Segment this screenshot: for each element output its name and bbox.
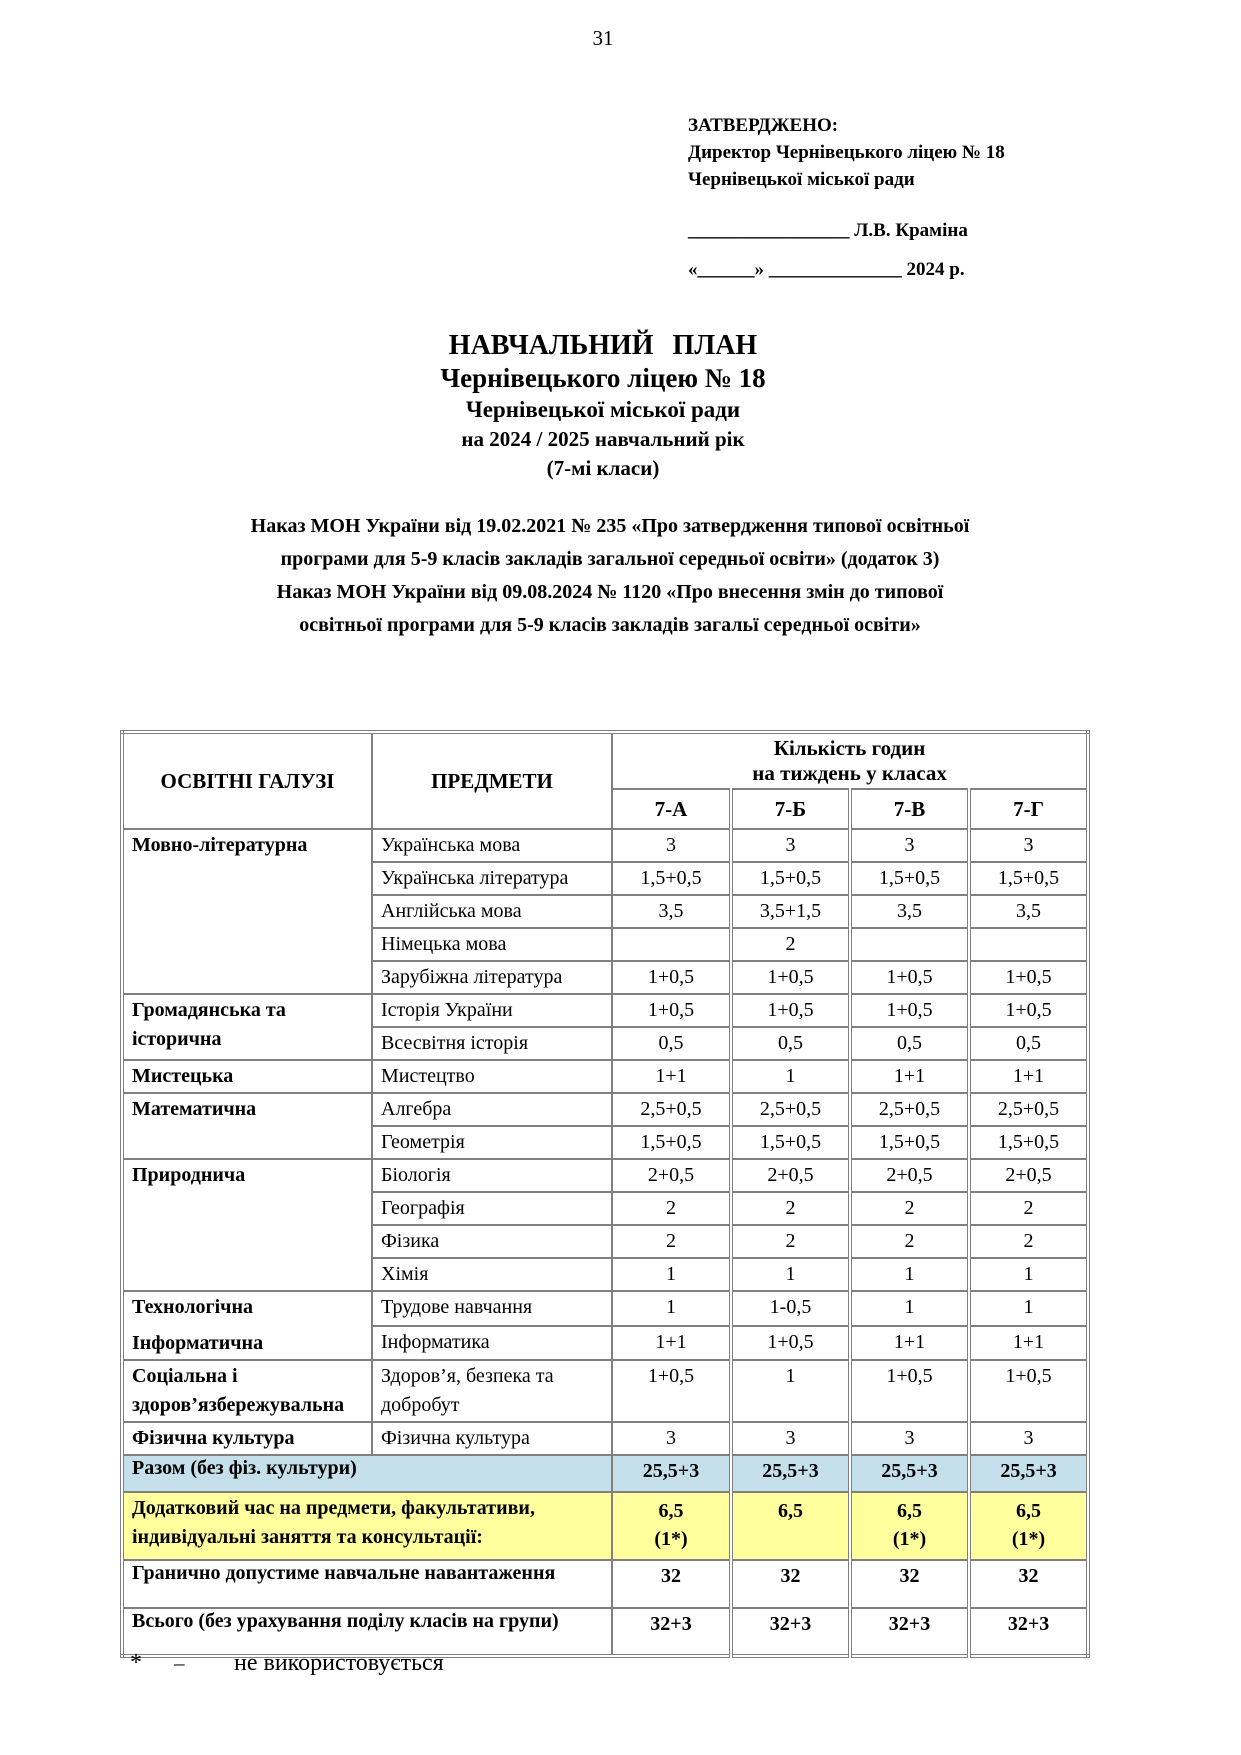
hours-cell: 1+0,5 xyxy=(612,1360,731,1422)
hours-cell: 0,5 xyxy=(731,1027,850,1060)
order-line: освітньої програми для 5-9 класів закладів загальї середньої освіти» xyxy=(299,614,921,636)
max-load-cell: 32 xyxy=(612,1560,731,1608)
hours-header-line1: Кількість годин xyxy=(773,736,926,760)
director-line: Директор Чернівецького ліцею № 18 xyxy=(688,142,1005,163)
class-header-7g: 7-Г xyxy=(969,789,1088,829)
hours-cell: 1+0,5 xyxy=(850,961,969,994)
hours-cell: 1+0,5 xyxy=(731,994,850,1027)
overall-row xyxy=(122,1608,1088,1656)
hours-cell: 1+0,5 xyxy=(612,961,731,994)
hours-cell: 3,5 xyxy=(612,895,731,928)
hours-cell xyxy=(969,928,1088,961)
area-cell: Соціальна і здоров’язбережувальна xyxy=(122,1360,372,1422)
area-cell: Фізична культура xyxy=(122,1422,372,1455)
title-council: Чернівецької міської ради xyxy=(465,397,741,422)
subject-cell: Інформатика xyxy=(372,1326,612,1361)
date-line: «______» ______________ 2024 р. xyxy=(688,259,965,280)
hours-cell: 3 xyxy=(850,1422,969,1455)
table-row xyxy=(122,1422,1088,1455)
area-cell: Природнича xyxy=(122,1159,372,1291)
subject-cell: Німецька мова xyxy=(372,928,612,961)
subject-cell: Біологія xyxy=(372,1159,612,1192)
overall-cell: 32+3 xyxy=(731,1608,850,1656)
hours-cell: 1 xyxy=(731,1360,850,1422)
footnote-asterisk: * xyxy=(130,1650,142,1676)
approval-block xyxy=(688,112,1208,283)
max-load-row xyxy=(122,1560,1088,1608)
class-header-7v: 7-В xyxy=(850,789,969,829)
additional-cell xyxy=(850,1492,969,1560)
max-load-label: Гранично допустиме навчальне навантаження xyxy=(122,1560,612,1608)
hours-cell: 1+0,5 xyxy=(612,994,731,1027)
hours-cell: 3 xyxy=(850,829,969,862)
subject-cell: Трудове навчання xyxy=(372,1291,612,1326)
additional-note: (1*) xyxy=(1011,1528,1046,1550)
hours-cell: 1,5+0,5 xyxy=(612,1126,731,1159)
hours-cell: 1+1 xyxy=(612,1326,731,1361)
area-label-tech: Технологічна xyxy=(132,1296,253,1318)
total-row xyxy=(122,1455,1088,1492)
hours-cell: 2,5+0,5 xyxy=(731,1093,850,1126)
order-line: програми для 5-9 класів закладів загальної середньої освіти» (додаток 3) xyxy=(280,548,940,570)
footnote-dash: – xyxy=(174,1651,185,1675)
area-cell: Мовно-літературна xyxy=(122,829,372,994)
hours-cell: 1,5+0,5 xyxy=(850,862,969,895)
hours-cell: 3 xyxy=(969,1422,1088,1455)
subject-cell: Фізика xyxy=(372,1225,612,1258)
hours-cell: 1+0,5 xyxy=(969,994,1088,1027)
hours-cell: 1 xyxy=(612,1291,731,1326)
hours-cell: 3 xyxy=(969,829,1088,862)
area-cell: Математична xyxy=(122,1093,372,1159)
hours-cell: 1,5+0,5 xyxy=(969,862,1088,895)
hours-cell: 1,5+0,5 xyxy=(969,1126,1088,1159)
total-cell: 25,5+3 xyxy=(850,1455,969,1492)
subject-cell: Географія xyxy=(372,1192,612,1225)
footnote-text: не використовується xyxy=(234,1650,444,1676)
hours-cell: 2 xyxy=(731,1192,850,1225)
hours-cell: 3 xyxy=(612,1422,731,1455)
hours-cell: 1 xyxy=(731,1060,850,1093)
table-row xyxy=(122,1060,1088,1093)
table-row xyxy=(122,1291,1088,1326)
max-load-cell: 32 xyxy=(731,1560,850,1608)
hours-cell: 2 xyxy=(850,1192,969,1225)
hours-cell: 2+0,5 xyxy=(612,1159,731,1192)
total-cell: 25,5+3 xyxy=(731,1455,850,1492)
hours-cell: 1+0,5 xyxy=(850,1360,969,1422)
hours-cell: 2 xyxy=(612,1225,731,1258)
max-load-cell: 32 xyxy=(850,1560,969,1608)
overall-cell: 32+3 xyxy=(612,1608,731,1656)
area-cell: Громадянська та історична xyxy=(122,994,372,1060)
subject-cell: Здоров’я, безпека та добробут xyxy=(372,1360,612,1422)
table-row xyxy=(122,1093,1088,1126)
subject-cell: Мистецтво xyxy=(372,1060,612,1093)
additional-hours: 6,5 xyxy=(897,1500,922,1522)
orders-paragraph xyxy=(140,510,1080,642)
subject-cell: Англійська мова xyxy=(372,895,612,928)
hours-cell: 1+1 xyxy=(612,1060,731,1093)
hours-cell: 2 xyxy=(731,1225,850,1258)
hours-cell: 1,5+0,5 xyxy=(612,862,731,895)
hours-cell: 3 xyxy=(731,829,850,862)
subject-cell: Зарубіжна література xyxy=(372,961,612,994)
hours-cell: 1 xyxy=(731,1258,850,1291)
approved-label: ЗАТВЕРДЖЕНО: xyxy=(688,115,839,136)
total-cell: 25,5+3 xyxy=(969,1455,1088,1492)
total-label: Разом (без фіз. культури) xyxy=(122,1455,612,1492)
hours-cell: 1 xyxy=(969,1291,1088,1326)
area-cell xyxy=(122,1291,372,1360)
hours-cell: 2,5+0,5 xyxy=(850,1093,969,1126)
hours-cell: 1-0,5 xyxy=(731,1291,850,1326)
page-number: 31 xyxy=(592,26,614,50)
hours-header xyxy=(612,732,1088,789)
subject-cell: Хімія xyxy=(372,1258,612,1291)
hours-cell: 1 xyxy=(850,1291,969,1326)
hours-cell: 2 xyxy=(969,1225,1088,1258)
hours-cell: 3,5 xyxy=(969,895,1088,928)
hours-cell: 1+1 xyxy=(969,1326,1088,1361)
hours-cell: 1+0,5 xyxy=(731,961,850,994)
document-title xyxy=(120,330,1086,483)
hours-cell: 2 xyxy=(731,928,850,961)
title-grades: (7-мі класи) xyxy=(546,456,660,480)
hours-cell: 2 xyxy=(969,1192,1088,1225)
additional-hours-row xyxy=(122,1492,1088,1560)
subject-cell: Всесвітня історія xyxy=(372,1027,612,1060)
additional-label: Додатковий час на предмети, факультативи, індивідуальні заняття та консультації: xyxy=(122,1492,612,1560)
additional-hours: 6,5 xyxy=(1016,1500,1042,1522)
order-line: Наказ МОН України від 19.02.2021 № 235 «Про затвердження типової освітньої xyxy=(250,515,970,537)
subject-cell: Геометрія xyxy=(372,1126,612,1159)
area-label-inform: Інформатична xyxy=(132,1332,264,1354)
subject-cell: Українська література xyxy=(372,862,612,895)
class-header-7b: 7-Б xyxy=(731,789,850,829)
hours-cell: 1+0,5 xyxy=(969,961,1088,994)
hours-cell: 3 xyxy=(612,829,731,862)
hours-cell: 1+0,5 xyxy=(731,1326,850,1361)
hours-cell: 2,5+0,5 xyxy=(969,1093,1088,1126)
order-line: Наказ МОН України від 09.08.2024 № 1120 «Про внесення змін до типової xyxy=(276,581,944,603)
table-row xyxy=(122,1159,1088,1192)
signature-line: _________________ Л.В. Краміна xyxy=(688,220,968,241)
hours-cell: 2+0,5 xyxy=(731,1159,850,1192)
hours-cell xyxy=(612,928,731,961)
hours-cell: 2 xyxy=(612,1192,731,1225)
hours-cell: 1,5+0,5 xyxy=(731,1126,850,1159)
additional-note: (1*) xyxy=(892,1528,927,1550)
table-row xyxy=(122,1360,1088,1422)
subject-cell: Фізична культура xyxy=(372,1422,612,1455)
overall-cell: 32+3 xyxy=(850,1608,969,1656)
subject-cell: Історія України xyxy=(372,994,612,1027)
hours-cell: 0,5 xyxy=(850,1027,969,1060)
table-row xyxy=(122,829,1088,862)
curriculum-table xyxy=(120,730,1090,1658)
council-line: Чернівецької міської ради xyxy=(688,169,915,190)
table-row xyxy=(122,994,1088,1027)
additional-cell xyxy=(612,1492,731,1560)
hours-cell: 2,5+0,5 xyxy=(612,1093,731,1126)
hours-cell: 3,5 xyxy=(850,895,969,928)
additional-note: (1*) xyxy=(654,1528,688,1550)
hours-cell: 1+1 xyxy=(969,1060,1088,1093)
hours-cell xyxy=(850,928,969,961)
hours-cell: 1+0,5 xyxy=(850,994,969,1027)
hours-cell: 1 xyxy=(969,1258,1088,1291)
hours-cell: 1+0,5 xyxy=(969,1360,1088,1422)
class-header-7a: 7-А xyxy=(612,789,731,829)
hours-header-line2: на тиждень у класах xyxy=(752,761,947,785)
additional-cell xyxy=(731,1492,850,1560)
hours-cell: 1 xyxy=(612,1258,731,1291)
overall-cell: 32+3 xyxy=(969,1608,1088,1656)
additional-hours: 6,5 xyxy=(778,1500,803,1522)
title-year: на 2024 / 2025 навчальний рік xyxy=(461,427,745,451)
overall-label: Всього (без урахування поділу класів на групи) xyxy=(122,1608,612,1656)
hours-cell: 0,5 xyxy=(612,1027,731,1060)
subject-cell: Українська мова xyxy=(372,829,612,862)
hours-cell: 2+0,5 xyxy=(850,1159,969,1192)
additional-cell xyxy=(969,1492,1088,1560)
title-school: Чернівецького ліцею № 18 xyxy=(440,363,766,393)
table-header-row xyxy=(122,732,1088,789)
areas-header: ОСВІТНІ ГАЛУЗІ xyxy=(122,732,372,829)
subjects-header: ПРЕДМЕТИ xyxy=(372,732,612,829)
hours-cell: 1+1 xyxy=(850,1060,969,1093)
total-cell: 25,5+3 xyxy=(612,1455,731,1492)
max-load-cell: 32 xyxy=(969,1560,1088,1608)
hours-cell: 3,5+1,5 xyxy=(731,895,850,928)
hours-cell: 1,5+0,5 xyxy=(731,862,850,895)
title-main: НАВЧАЛЬНИЙ ПЛАН xyxy=(448,330,758,361)
hours-cell: 1,5+0,5 xyxy=(850,1126,969,1159)
hours-cell: 0,5 xyxy=(969,1027,1088,1060)
hours-cell: 2+0,5 xyxy=(969,1159,1088,1192)
area-cell: Мистецька xyxy=(122,1060,372,1093)
hours-cell: 1 xyxy=(850,1258,969,1291)
hours-cell: 2 xyxy=(850,1225,969,1258)
hours-cell: 3 xyxy=(731,1422,850,1455)
subject-cell: Алгебра xyxy=(372,1093,612,1126)
footnote xyxy=(130,1650,444,1677)
hours-cell: 1+1 xyxy=(850,1326,969,1361)
additional-hours: 6,5 xyxy=(658,1500,684,1522)
